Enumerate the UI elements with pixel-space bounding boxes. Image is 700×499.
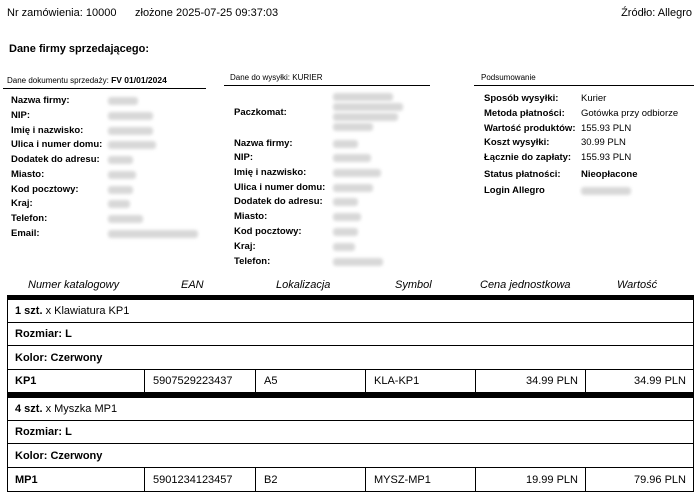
total-due-value: 155.93 PLN	[581, 152, 632, 163]
field-label: Email:	[11, 228, 40, 239]
redacted-value	[108, 112, 153, 120]
redacted-value	[333, 154, 371, 162]
column-header: Cena jednostkowa	[480, 279, 571, 291]
redacted-value	[333, 123, 373, 131]
shipping-caption: Dane do wysyłki: KURIER	[230, 73, 323, 82]
divider	[474, 85, 694, 86]
location-cell: B2	[256, 468, 366, 491]
field-label: Kod pocztowy:	[11, 184, 79, 195]
item-size: Rozmiar: L	[15, 425, 72, 438]
redacted-value	[581, 187, 631, 195]
total-cell: 79.96 PLN	[634, 473, 686, 486]
unit-price-cell: 19.99 PLN	[476, 468, 586, 491]
field-label: Telefon:	[11, 213, 48, 224]
column-header: EAN	[181, 279, 204, 291]
order-placed-date: złożone 2025-07-25 09:37:03	[135, 7, 279, 19]
sales-document-caption-label: Dane dokumentu sprzedaży:	[7, 76, 109, 85]
field-label: Kod pocztowy:	[234, 226, 302, 237]
redacted-value	[333, 113, 398, 121]
table-row	[7, 467, 694, 492]
item-attribute-row	[7, 420, 694, 444]
catalog-number-cell: KP1	[8, 370, 145, 392]
order-source: Źródło: Allegro	[621, 7, 692, 19]
payment-method-value: Gotówka przy odbiorze	[581, 108, 679, 119]
redacted-value	[333, 169, 381, 177]
ean-cell: 5901234123457	[145, 468, 256, 491]
field-label: NIP:	[234, 152, 253, 163]
column-header: Wartość	[617, 279, 658, 291]
column-header: Lokalizacja	[276, 279, 331, 291]
item-name: x Myszka MP1	[45, 403, 118, 415]
redacted-value	[333, 140, 358, 148]
field-label: Miasto:	[11, 169, 45, 180]
divider	[3, 88, 206, 89]
redacted-value	[108, 186, 133, 194]
field-label: Telefon:	[234, 256, 271, 267]
redacted-value	[108, 156, 133, 164]
parcel-locker-label: Paczkomat:	[234, 107, 287, 118]
shipping-method-value: Kurier	[581, 93, 607, 104]
redacted-value	[333, 243, 355, 251]
seller-heading: Dane firmy sprzedającego:	[9, 43, 149, 55]
summary-label: Login Allegro	[484, 185, 545, 196]
redacted-value	[333, 93, 393, 101]
field-label: Dodatek do adresu:	[11, 154, 100, 165]
item-name: x Klawiatura KP1	[45, 305, 130, 317]
divider	[224, 85, 430, 86]
item-quantity: 4 szt.	[15, 403, 43, 415]
field-label: Imię i nazwisko:	[234, 167, 307, 178]
field-label: Nazwa firmy:	[11, 95, 70, 106]
products-value: 155.93 PLN	[581, 123, 632, 134]
ean-cell: 5907529223437	[145, 370, 256, 392]
table-row	[7, 369, 694, 393]
catalog-number-cell: MP1	[8, 468, 145, 491]
item-attribute-row	[7, 444, 694, 468]
field-label: Kraj:	[234, 241, 256, 252]
redacted-value	[108, 97, 138, 105]
redacted-value	[108, 215, 143, 223]
item-color: Kolor: Czerwony	[15, 449, 103, 462]
item-size: Rozmiar: L	[15, 327, 72, 340]
total-cell: 34.99 PLN	[634, 375, 686, 387]
summary-label: Sposób wysyłki:	[484, 93, 559, 104]
redacted-value	[333, 198, 358, 206]
redacted-value	[333, 258, 383, 266]
item-attribute-row	[7, 322, 694, 346]
redacted-value	[333, 103, 403, 111]
summary-caption: Podsumowanie	[481, 73, 536, 82]
summary-label: Metoda płatności:	[484, 108, 565, 119]
item-color: Kolor: Czerwony	[15, 351, 103, 364]
item-title-row	[7, 299, 694, 323]
redacted-value	[108, 230, 198, 238]
sales-document-number: FV 01/01/2024	[111, 75, 167, 85]
field-label: Imię i nazwisko:	[11, 125, 84, 136]
item-quantity: 1 szt.	[15, 305, 43, 317]
redacted-value	[108, 127, 153, 135]
field-label: Ulica i numer domu:	[11, 139, 103, 150]
column-header: Numer katalogowy	[28, 279, 120, 291]
field-label: Nazwa firmy:	[234, 138, 293, 149]
redacted-value	[108, 171, 136, 179]
redacted-value	[108, 141, 156, 149]
item-title	[8, 403, 117, 415]
redacted-value	[333, 228, 358, 236]
summary-label: Koszt wysyłki:	[484, 137, 550, 148]
redacted-value	[108, 200, 130, 208]
field-label: NIP:	[11, 110, 30, 121]
field-label: Kraj:	[11, 198, 33, 209]
location-cell: A5	[256, 370, 366, 392]
column-header: Symbol	[395, 279, 432, 291]
redacted-value	[333, 213, 361, 221]
field-label: Dodatek do adresu:	[234, 196, 323, 207]
redacted-value	[333, 184, 373, 192]
item-title-row	[7, 397, 694, 421]
payment-status-value: Nieopłacone	[581, 169, 638, 180]
symbol-cell: MYSZ-MP1	[366, 468, 476, 491]
item-title	[8, 305, 129, 317]
item-attribute-row	[7, 346, 694, 370]
shipping-cost-value: 30.99 PLN	[581, 137, 626, 148]
sales-document-caption	[7, 75, 167, 85]
summary-label: Wartość produktów:	[484, 123, 576, 134]
field-label: Ulica i numer domu:	[234, 182, 326, 193]
unit-price-cell: 34.99 PLN	[476, 370, 586, 392]
summary-label: Łącznie do zapłaty:	[484, 152, 572, 163]
symbol-cell: KLA-KP1	[366, 370, 476, 392]
field-label: Miasto:	[234, 211, 268, 222]
order-number: Nr zamówienia: 10000	[7, 7, 117, 19]
summary-label: Status płatności:	[484, 169, 561, 180]
